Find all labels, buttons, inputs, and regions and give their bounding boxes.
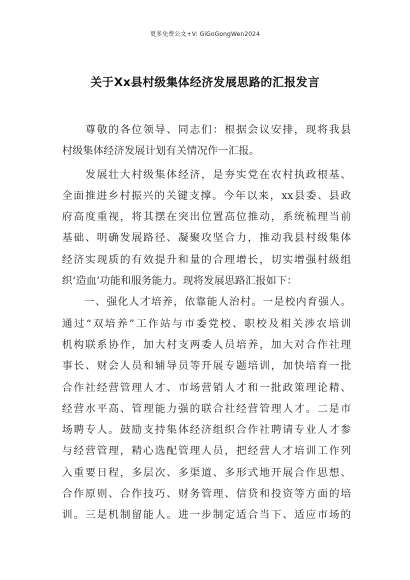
body-line: 经济实现质的有效提升和量的合理增长，切实增强村级组 (62, 253, 351, 266)
body-line: 机构联系协作，加大村支两委人员培养，加大对合作社理 (62, 338, 351, 351)
body-line: 一、强化人才培养，依靠能人治村。一是校内育强人。 (62, 296, 351, 309)
body-line: 经营水平高、管理能力强的联合社经营管理人才。二是市 (62, 402, 351, 415)
body-line: 入重要日程，多层次、多渠道、多形式地开展合作思想、 (62, 466, 351, 479)
document-title: 关于Xx县村级集体经济发展思路的汇报发言 (90, 75, 320, 89)
body-line: 与经营管理，精心选配管理人员，把经营人才培训工作列 (62, 445, 351, 458)
body-line: 基础、明确发展路径、凝聚攻坚合力，推动我县村级集体 (62, 232, 351, 245)
body-line: 尊敬的各位领导、同志们：根据会议安排，现将我县 (62, 124, 351, 136)
body-line: 合作社经营管理人才、市场营销人才和一批政策理论精、 (62, 381, 351, 394)
body-line: 训。三是机制留能人。进一步制定适合当下、适应市场的 (62, 509, 351, 522)
paragraph-intro (62, 165, 351, 293)
body-line: 事长、财会人员和辅导员等开展专题培训，加快培育一批 (62, 360, 351, 373)
paragraph-talent (62, 292, 351, 526)
paragraph-greeting (62, 120, 351, 163)
body-line: 织‘造血’功能和服务能力。现将发展思路汇报如下： (62, 275, 298, 288)
body-line: 全面推进乡村振兴的关键支撑。今年以来，xx县委、县政 (62, 189, 351, 202)
body-line: 村级集体经济发展计划有关情况作一汇报。 (62, 145, 260, 158)
body-line: 府高度重视，将其摆在突出位置高位推动，系统梳理当前 (62, 211, 351, 224)
header-note: 更多免费公文+V: GiGoGongWen2024 (150, 31, 260, 38)
body-line: 合作原则、合作技巧、财务管理、信贷和投资等方面的培 (62, 488, 351, 501)
body-line: 场聘专人。鼓励支持集体经济组织合作社聘请专业人才参 (62, 424, 351, 437)
body-line: 通过“双培养”工作站与市委党校、职校及相关涉农培训 (62, 317, 351, 330)
body-line: 发展壮大村级集体经济，是夯实党在农村执政根基、 (62, 168, 351, 181)
document-body (62, 120, 351, 527)
